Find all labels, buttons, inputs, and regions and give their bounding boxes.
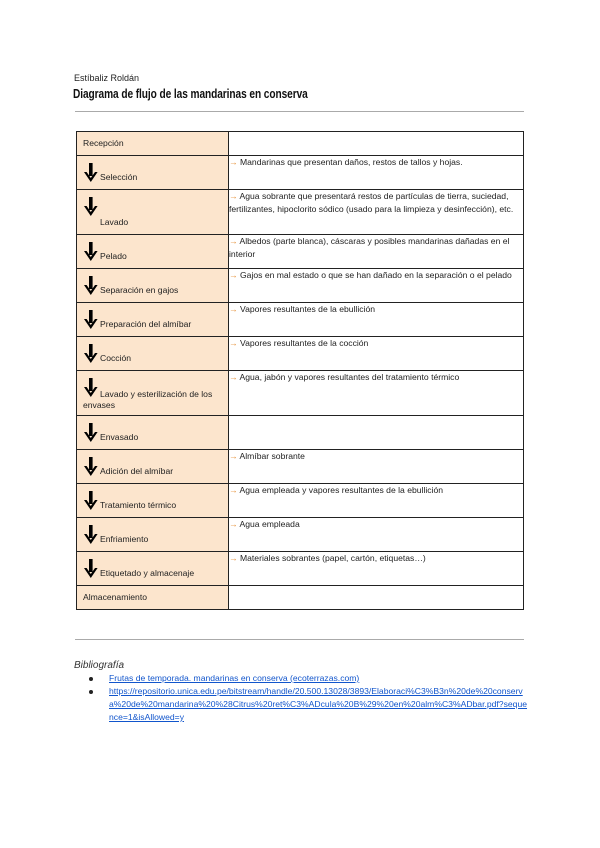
- flow-step-cell: [77, 303, 229, 337]
- down-arrow-icon: [83, 242, 99, 262]
- top-divider: [75, 111, 524, 112]
- flow-output-text: Agua empleada y vapores resultantes de la ebullición: [239, 485, 444, 495]
- bibliography-list: [87, 672, 527, 724]
- flow-output-cell: [229, 190, 524, 235]
- flow-step-label: Preparación del almíbar: [100, 319, 192, 329]
- flow-output-text: Vapores resultantes de la cocción: [239, 338, 369, 348]
- flow-output-text: Almíbar sobrante: [239, 451, 305, 461]
- flow-output-cell: [229, 269, 524, 303]
- flow-row: [77, 416, 524, 450]
- flow-step-cell: [77, 190, 229, 235]
- flow-step-cell: [77, 337, 229, 371]
- flow-step-label: Almacenamiento: [83, 592, 148, 602]
- bibliography-link-ecoterrazas[interactable]: Frutas de temporada. mandarinas en conserva (ecoterrazas.com): [109, 673, 360, 683]
- down-arrow-icon: [83, 423, 99, 443]
- flow-step-cell: [77, 371, 229, 416]
- bibliography-item: [87, 672, 527, 685]
- bibliography-title: Bibliografía: [74, 660, 125, 671]
- flow-output-text: Agua, jabón y vapores resultantes del tratamiento térmico: [239, 372, 460, 382]
- flow-output-cell: [229, 337, 524, 371]
- down-arrow-icon: [83, 457, 99, 477]
- flow-step-cell: [77, 132, 229, 156]
- flow-row: [77, 552, 524, 586]
- right-arrow-icon: →: [229, 157, 238, 167]
- flow-step-cell: [77, 518, 229, 552]
- down-arrow-icon: [83, 491, 99, 511]
- flow-step-cell: [77, 235, 229, 269]
- flow-step-label: Enfriamiento: [100, 534, 149, 544]
- flow-output-text: Gajos en mal estado o que se han dañado en la separación o el pelado: [239, 270, 512, 280]
- right-arrow-icon: →: [229, 270, 238, 280]
- flow-output-text: Vapores resultantes de la ebullición: [239, 304, 376, 314]
- flow-output-text: Agua empleada: [239, 519, 300, 529]
- flow-output-cell: [229, 450, 524, 484]
- flow-output-cell: [229, 586, 524, 610]
- flow-step-label: Lavado: [100, 217, 129, 227]
- flow-step-label: Selección: [100, 172, 138, 182]
- flow-output-cell: [229, 552, 524, 586]
- down-arrow-icon: [83, 310, 99, 330]
- flow-row: [77, 235, 524, 269]
- bottom-divider: [75, 639, 524, 640]
- flow-row: [77, 156, 524, 190]
- right-arrow-icon: →: [229, 338, 238, 348]
- flow-step-label: Envasado: [100, 432, 139, 442]
- flow-output-cell: [229, 416, 524, 450]
- flow-output-cell: [229, 371, 524, 416]
- flow-row: [77, 132, 524, 156]
- down-arrow-icon: [83, 276, 99, 296]
- flow-output-cell: [229, 484, 524, 518]
- flow-output-text: Agua sobrante que presentará restos de partículas de tierra, suciedad, fertilizantes, hipoclorito sódico (usado para la limpieza y desinfección), etc.: [229, 191, 514, 214]
- right-arrow-icon: →: [229, 451, 238, 461]
- down-arrow-icon: [83, 559, 99, 579]
- down-arrow-icon: [83, 344, 99, 364]
- flow-step-cell: [77, 156, 229, 190]
- flow-step-label: Tratamiento térmico: [100, 500, 177, 510]
- down-arrow-icon: [83, 197, 99, 217]
- flow-step-cell: [77, 269, 229, 303]
- right-arrow-icon: →: [229, 236, 238, 246]
- flow-step-label: Adición del almíbar: [100, 466, 174, 476]
- flow-output-cell: [229, 156, 524, 190]
- flow-output-text: Albedos (parte blanca), cáscaras y posibles mandarinas dañadas en el interior: [229, 236, 510, 259]
- flow-output-cell: [229, 518, 524, 552]
- flow-row: [77, 518, 524, 552]
- flow-row: [77, 190, 524, 235]
- bibliography-item: [87, 685, 527, 724]
- right-arrow-icon: →: [229, 519, 238, 529]
- flow-output-cell: [229, 132, 524, 156]
- down-arrow-icon: [83, 525, 99, 545]
- flow-row: [77, 269, 524, 303]
- flow-step-cell: [77, 586, 229, 610]
- flow-output-cell: [229, 235, 524, 269]
- flow-step-cell: [77, 484, 229, 518]
- flow-output-cell: [229, 303, 524, 337]
- flow-output-text: Mandarinas que presentan daños, restos de tallos y hojas.: [239, 157, 463, 167]
- bullet-icon: [89, 677, 93, 681]
- flow-step-label: Etiquetado y almacenaje: [100, 568, 195, 578]
- right-arrow-icon: →: [229, 304, 238, 314]
- flow-row: [77, 337, 524, 371]
- flow-step-cell: [77, 416, 229, 450]
- flow-row: [77, 586, 524, 610]
- right-arrow-icon: →: [229, 191, 238, 201]
- flow-output-text: Materiales sobrantes (papel, cartón, etiquetas…): [239, 553, 426, 563]
- flow-row: [77, 371, 524, 416]
- flow-step-label: Lavado y esterilización de los envases: [83, 389, 213, 410]
- document-title: Diagrama de flujo de las mandarinas en conserva: [73, 86, 308, 101]
- flow-row: [77, 484, 524, 518]
- author-name: Estíbaliz Roldán: [74, 73, 140, 83]
- right-arrow-icon: →: [229, 372, 238, 382]
- flow-step-cell: [77, 450, 229, 484]
- bullet-icon: [89, 690, 93, 694]
- flow-step-label: Recepción: [83, 138, 124, 148]
- flow-row: [77, 450, 524, 484]
- down-arrow-icon: [83, 163, 99, 183]
- right-arrow-icon: →: [229, 485, 238, 495]
- flow-row: [77, 303, 524, 337]
- flow-step-label: Pelado: [100, 251, 127, 261]
- flow-step-cell: [77, 552, 229, 586]
- flow-step-label: Cocción: [100, 353, 132, 363]
- flow-step-label: Separación en gajos: [100, 285, 179, 295]
- right-arrow-icon: →: [229, 553, 238, 563]
- bibliography-link-repositorio[interactable]: https://repositorio.unica.edu.pe/bitstream/handle/20.500.13028/3893/Elaboraci%C3%B3n%20de%20conserva%20de%20mandarina%20%28Citrus%20ret%C3%ADcula%20B%29%20en%20alm%C3%ADbar.pdf?sequence=1&isAllowed=y: [109, 686, 528, 722]
- flow-table: [76, 131, 524, 610]
